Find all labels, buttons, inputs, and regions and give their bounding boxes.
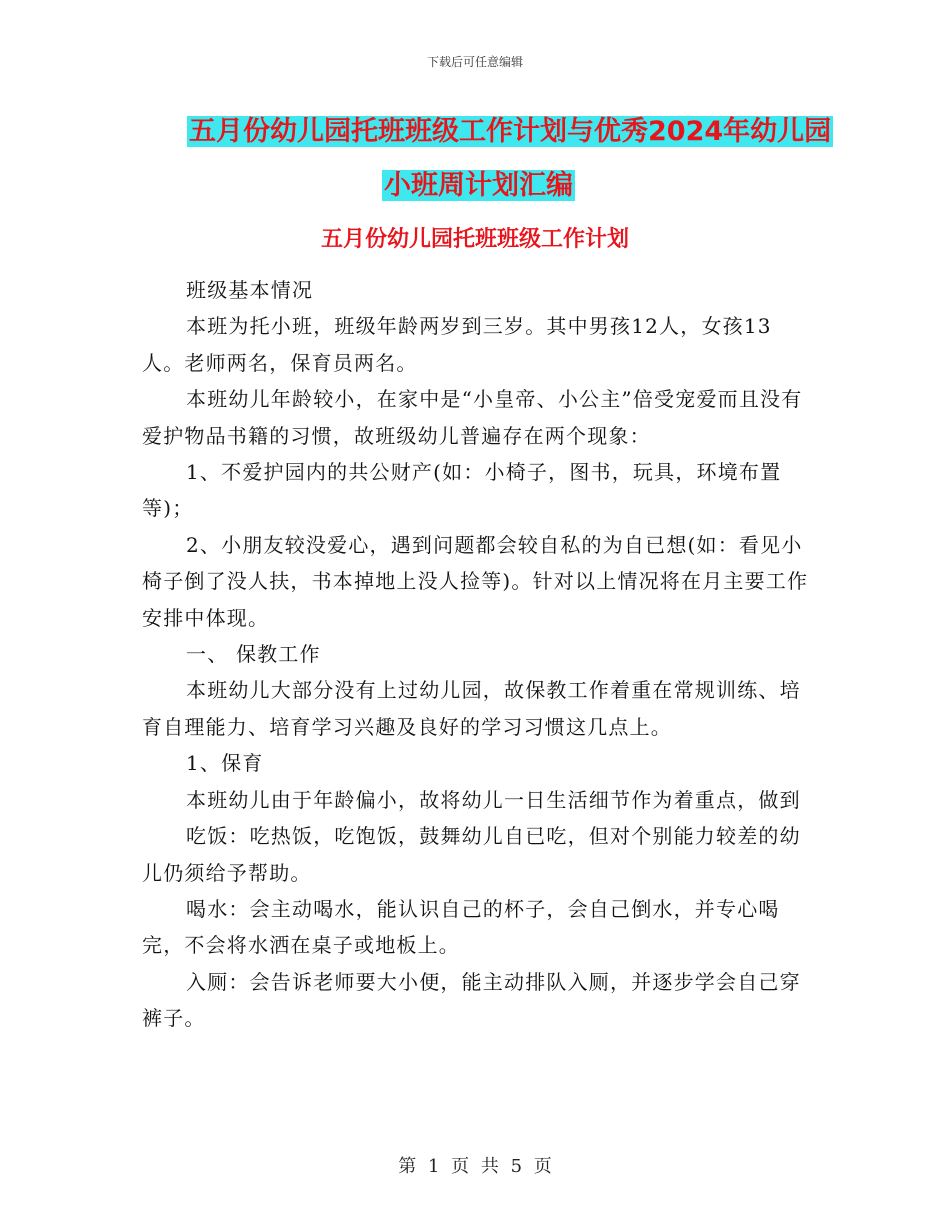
paragraph: 本班为托小班，班级年龄两岁到三岁。其中男孩12人，女孩13人。老师两名，保育员两名。 xyxy=(142,314,772,375)
paragraph: 班级基本情况 xyxy=(186,278,314,302)
paragraph: 本班幼儿年龄较小，在家中是“小皇帝、小公主”倍受宠爱而且没有爱护物品书籍的习惯，故班级幼儿普遍存在两个现象： xyxy=(142,387,803,448)
paragraph: 一、 保教工作 xyxy=(186,642,321,667)
document-title xyxy=(140,112,840,220)
page-footer: 第 1 页 共 5 页 xyxy=(398,1156,552,1177)
paragraph: 吃饭：吃热饭，吃饱饭，鼓舞幼儿自已吃，但对个别能力较差的幼儿仍须给予帮助。 xyxy=(142,824,801,885)
document-title-line-2: 小班周计划汇编 xyxy=(384,170,573,201)
paragraph: 本班幼儿大部分没有上过幼儿园，故保教工作着重在常规训练、培育自理能力、培育学习兴趣及良好的学习习惯这几点上。 xyxy=(142,678,801,739)
paragraph: 入厕：会告诉老师要大小便，能主动排队入厕，并逐步学会自己穿裤子。 xyxy=(142,969,801,1031)
header-note: 下载后可任意编辑 xyxy=(426,55,523,69)
paragraph: 1、保育 xyxy=(186,751,264,776)
paragraph: 喝水：会主动喝水，能认识自己的杯子，会自己倒水，并专心喝完，不会将水洒在桌子或地板上。 xyxy=(142,896,780,958)
section-title: 五月份幼儿园托班班级工作计划 xyxy=(320,227,629,252)
paragraph: 1、不爱护园内的共公财产(如：小椅子，图书，玩具，环境布置等)； xyxy=(142,460,782,521)
body-content xyxy=(142,272,810,1037)
paragraph: 本班幼儿由于年龄偏小，故将幼儿一日生活细节作为着重点，做到 xyxy=(186,787,801,812)
paragraph: 2、小朋友较没爱心，遇到问题都会较自私的为自已想(如：看见小椅子倒了没人扶，书本掉地上没人捡等)。针对以上情况将在月主要工作安排中体现。 xyxy=(142,532,809,630)
document-title-line-1: 五月份幼儿园托班班级工作计划与优秀2024年幼儿园 xyxy=(189,116,832,147)
